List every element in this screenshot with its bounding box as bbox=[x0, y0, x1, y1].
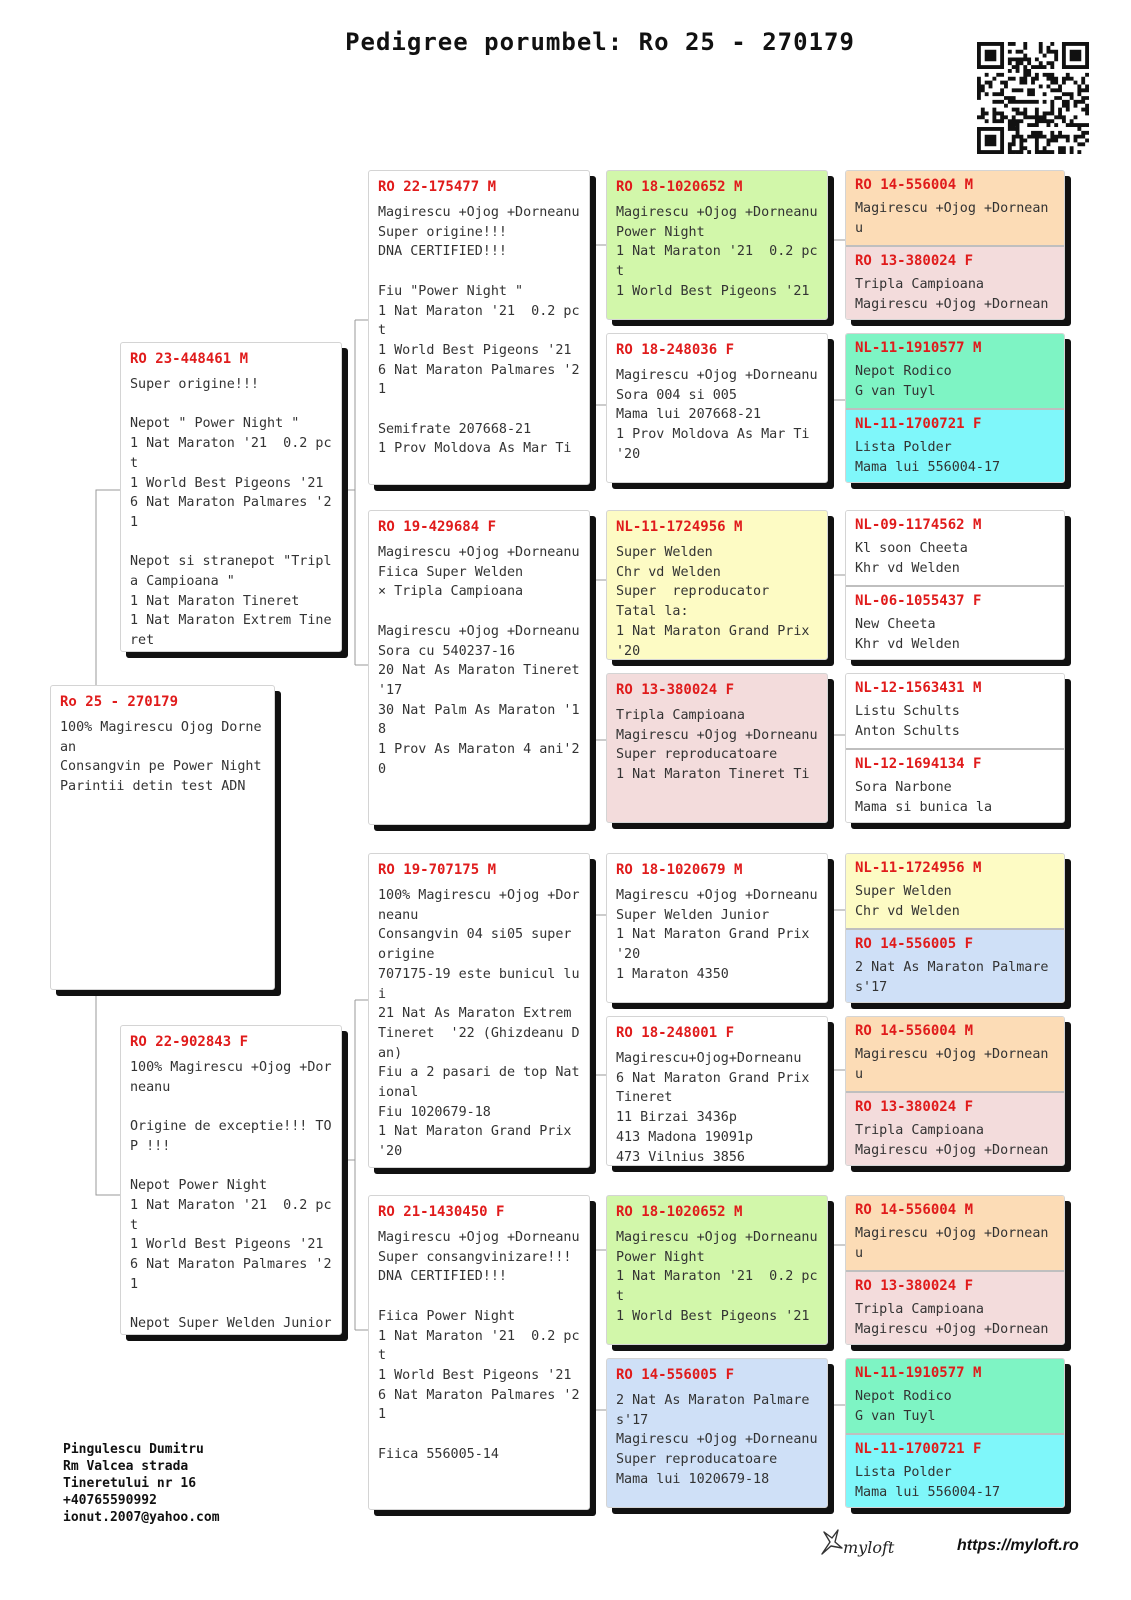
great-grandparent-card[interactable] bbox=[606, 510, 828, 660]
gen5-notes: Super Welden Chr vd Welden bbox=[855, 884, 960, 919]
gen5-id: NL-12-1563431 M bbox=[855, 680, 982, 696]
gen5-male[interactable] bbox=[846, 334, 1064, 408]
gen5-notes: Tripla Campioana Magirescu +Ojog +Dornean bbox=[855, 1302, 1049, 1337]
owner-email: ionut.2007@yahoo.com bbox=[63, 1510, 220, 1525]
gen5-notes: Nepot Rodico G van Tuyl bbox=[855, 1389, 952, 1424]
gen5-male[interactable] bbox=[846, 511, 1064, 585]
gen5-id: RO 14-556004 M bbox=[855, 1202, 974, 1218]
great-grandparent-id: NL-11-1724956 M bbox=[616, 519, 743, 535]
gen5-notes: Lista Polder Mama lui 556004-17 bbox=[855, 440, 1001, 475]
gen5-pair bbox=[845, 1195, 1065, 1345]
grandparent-id: RO 19-429684 F bbox=[378, 519, 497, 535]
gen5-id: RO 13-380024 F bbox=[855, 1278, 974, 1294]
great-grandparent-card[interactable] bbox=[606, 333, 828, 483]
great-grandparent-id: RO 18-248001 F bbox=[616, 1025, 735, 1041]
great-grandparent-notes: 2 Nat As Maraton Palmares'17 Magirescu +Ojog +Dorneanu Super reproducatoare Mama lui 1020679-18 bbox=[616, 1393, 818, 1487]
great-grandparent-id: RO 18-1020652 M bbox=[616, 179, 743, 195]
gen5-male[interactable] bbox=[846, 171, 1064, 245]
owner-info bbox=[63, 1441, 220, 1526]
owner-address-line1: Rm Valcea strada bbox=[63, 1459, 189, 1474]
gen5-pair bbox=[845, 853, 1065, 1003]
gen5-pair bbox=[845, 510, 1065, 660]
gen5-female[interactable] bbox=[846, 1270, 1064, 1345]
great-grandparent-card[interactable] bbox=[606, 1016, 828, 1166]
gen5-notes: Tripla Campioana Magirescu +Ojog +Dornean bbox=[855, 1123, 1049, 1158]
great-grandparent-notes: Super Welden Chr vd Welden Super reproducator Tatal la: 1 Nat Maraton Grand Prix '20 bbox=[616, 545, 810, 659]
grandparent-card[interactable] bbox=[368, 1195, 590, 1510]
grandparent-card[interactable] bbox=[368, 510, 590, 825]
gen5-male[interactable] bbox=[846, 1196, 1064, 1270]
brand-name: myloft bbox=[843, 1538, 895, 1557]
great-grandparent-notes: Magirescu +Ojog +Dorneanu Power Night 1 Nat Maraton '21 0.2 pct 1 World Best Pigeons '21 bbox=[616, 205, 818, 299]
gen5-id: RO 13-380024 F bbox=[855, 1099, 974, 1115]
grandparent-card[interactable] bbox=[368, 170, 590, 485]
gen5-pair bbox=[845, 673, 1065, 823]
gen5-notes: Nepot Rodico G van Tuyl bbox=[855, 364, 952, 399]
great-grandparent-id: RO 18-1020679 M bbox=[616, 862, 743, 878]
gen5-id: RO 14-556004 M bbox=[855, 1023, 974, 1039]
myloft-bird-icon bbox=[818, 1528, 844, 1558]
gen5-female[interactable] bbox=[846, 245, 1064, 320]
great-grandparent-id: RO 14-556005 F bbox=[616, 1367, 735, 1383]
dam-id: RO 22-902843 F bbox=[130, 1034, 249, 1050]
gen5-notes: 2 Nat As Maraton Palmares'17 bbox=[855, 960, 1049, 995]
sire-card[interactable] bbox=[120, 342, 342, 652]
gen5-notes: Listu Schults Anton Schults bbox=[855, 704, 960, 739]
gen5-id: NL-11-1700721 F bbox=[855, 1441, 982, 1457]
gen5-pair bbox=[845, 1358, 1065, 1508]
dam-card[interactable] bbox=[120, 1025, 342, 1335]
great-grandparent-notes: Magirescu +Ojog +Dorneanu Power Night 1 Nat Maraton '21 0.2 pct 1 World Best Pigeons '21 bbox=[616, 1230, 818, 1324]
great-grandparent-card[interactable] bbox=[606, 853, 828, 1003]
gen5-notes: Lista Polder Mama lui 556004-17 bbox=[855, 1465, 1001, 1500]
gen5-female[interactable] bbox=[846, 585, 1064, 660]
website-link[interactable]: https://myloft.ro bbox=[957, 1537, 1079, 1554]
gen5-notes: Tripla Campioana Magirescu +Ojog +Dornean bbox=[855, 277, 1049, 312]
gen5-male[interactable] bbox=[846, 1017, 1064, 1091]
grandparent-id: RO 19-707175 M bbox=[378, 862, 497, 878]
great-grandparent-card[interactable] bbox=[606, 1195, 828, 1345]
great-grandparent-id: RO 18-1020652 M bbox=[616, 1204, 743, 1220]
main-pigeon-notes: 100% Magirescu Ojog Dornean Consangvin pe Power Night Parintii detin test ADN bbox=[60, 720, 262, 795]
gen5-male[interactable] bbox=[846, 854, 1064, 928]
grandparent-notes: Magirescu +Ojog +Dorneanu Super consangvinizare!!! DNA CERTIFIED!!! Fiica Power Night 1 Nat Maraton '21 0.2 pct 1 World Best Pigeons '21 6 Nat Maraton Palmares '21 Fiica 556005-14 bbox=[378, 1230, 580, 1462]
great-grandparent-id: RO 13-380024 F bbox=[616, 682, 735, 698]
gen5-id: NL-11-1700721 F bbox=[855, 416, 982, 432]
grandparent-notes: Magirescu +Ojog +Dorneanu Fiica Super Welden × Tripla Campioana Magirescu +Ojog +Dorneanu Sora cu 540237-16 20 Nat As Maraton Tineret '17 30 Nat Palm As Maraton '18 1 Prov As Maraton 4 ani'20 bbox=[378, 545, 580, 777]
gen5-id: NL-11-1910577 M bbox=[855, 340, 982, 356]
gen5-male[interactable] bbox=[846, 1359, 1064, 1433]
great-grandparent-notes: Tripla Campioana Magirescu +Ojog +Dorneanu Super reproducatoare 1 Nat Maraton Tineret Ti bbox=[616, 708, 818, 783]
gen5-notes: Magirescu +Ojog +Dorneanu bbox=[855, 1047, 1049, 1082]
gen5-notes: Magirescu +Ojog +Dorneanu bbox=[855, 201, 1049, 236]
gen5-id: RO 13-380024 F bbox=[855, 253, 974, 269]
main-pigeon-id: Ro 25 - 270179 bbox=[60, 694, 179, 710]
gen5-id: NL-09-1174562 M bbox=[855, 517, 982, 533]
gen5-pair bbox=[845, 170, 1065, 320]
gen5-female[interactable] bbox=[846, 408, 1064, 483]
owner-phone: +40765590992 bbox=[63, 1493, 157, 1508]
great-grandparent-card[interactable] bbox=[606, 673, 828, 823]
gen5-pair bbox=[845, 333, 1065, 483]
gen5-female[interactable] bbox=[846, 1091, 1064, 1166]
sire-notes: Super origine!!! Nepot " Power Night " 1 Nat Maraton '21 0.2 pct 1 World Best Pigeons '21 6 Nat Maraton Palmares '21 Nepot si stranepot "Tripla Campioana " 1 Nat Maraton Tineret 1 Nat Maraton Extrem Tineret bbox=[130, 377, 332, 649]
gen5-id: NL-06-1055437 F bbox=[855, 593, 982, 609]
great-grandparent-card[interactable] bbox=[606, 1358, 828, 1508]
gen5-id: NL-11-1724956 M bbox=[855, 860, 982, 876]
owner-address-line2: Tineretului nr 16 bbox=[63, 1476, 197, 1491]
great-grandparent-notes: Magirescu +Ojog +Dorneanu Super Welden Junior 1 Nat Maraton Grand Prix '20 1 Maraton 4350 bbox=[616, 888, 818, 982]
gen5-female[interactable] bbox=[846, 928, 1064, 1003]
gen5-notes: New Cheeta Khr vd Welden bbox=[855, 617, 960, 652]
dam-notes: 100% Magirescu +Ojog +Dorneanu Origine de exceptie!!! TOP !!! Nepot Power Night 1 Nat Maraton '21 0.2 pct 1 World Best Pigeons '21 6 Nat Maraton Palmares '21 Nepot Super Welden Junior bbox=[130, 1060, 332, 1332]
great-grandparent-card[interactable] bbox=[606, 170, 828, 320]
gen5-id: RO 14-556005 F bbox=[855, 936, 974, 952]
gen5-notes: Sora Narbone Mama si bunica la bbox=[855, 780, 993, 815]
gen5-male[interactable] bbox=[846, 674, 1064, 748]
great-grandparent-notes: Magirescu +Ojog +Dorneanu Sora 004 si 005 Mama lui 207668-21 1 Prov Moldova As Mar Ti '20 bbox=[616, 368, 818, 462]
sire-id: RO 23-448461 M bbox=[130, 351, 249, 367]
gen5-id: NL-11-1910577 M bbox=[855, 1365, 982, 1381]
grandparent-card[interactable] bbox=[368, 853, 590, 1168]
great-grandparent-notes: Magirescu+Ojog+Dorneanu 6 Nat Maraton Grand Prix Tineret 11 Birzai 3436p 413 Madona 19091p 473 Vilnius 3856 bbox=[616, 1051, 810, 1165]
page-title: Pedigree porumbel: Ro 25 - 270179 bbox=[345, 28, 855, 56]
grandparent-notes: 100% Magirescu +Ojog +Dorneanu Consangvin 04 si05 super origine 707175-19 este bunicul lui 21 Nat As Maraton Extrem Tineret '22 (Ghizdeanu Dan) Fiu a 2 pasari de top National Fiu 1020679-18 1 Nat Maraton Grand Prix '20 bbox=[378, 888, 580, 1160]
main-pigeon-card[interactable] bbox=[50, 685, 275, 990]
grandparent-notes: Magirescu +Ojog +Dorneanu Super origine!!! DNA CERTIFIED!!! Fiu "Power Night " 1 Nat Maraton '21 0.2 pct 1 World Best Pigeons '21 6 Nat Maraton Palmares '21 Semifrate 207668-21 1 Prov Moldova As Mar Ti bbox=[378, 205, 580, 457]
gen5-id: RO 14-556004 M bbox=[855, 177, 974, 193]
gen5-pair bbox=[845, 1016, 1065, 1166]
grandparent-id: RO 21-1430450 F bbox=[378, 1204, 505, 1220]
gen5-female[interactable] bbox=[846, 1433, 1064, 1508]
owner-name: Pingulescu Dumitru bbox=[63, 1442, 204, 1457]
grandparent-id: RO 22-175477 M bbox=[378, 179, 497, 195]
gen5-female[interactable] bbox=[846, 748, 1064, 823]
great-grandparent-id: RO 18-248036 F bbox=[616, 342, 735, 358]
gen5-notes: Magirescu +Ojog +Dorneanu bbox=[855, 1226, 1049, 1261]
gen5-id: NL-12-1694134 F bbox=[855, 756, 982, 772]
gen5-notes: Kl soon Cheeta Khr vd Welden bbox=[855, 541, 968, 576]
